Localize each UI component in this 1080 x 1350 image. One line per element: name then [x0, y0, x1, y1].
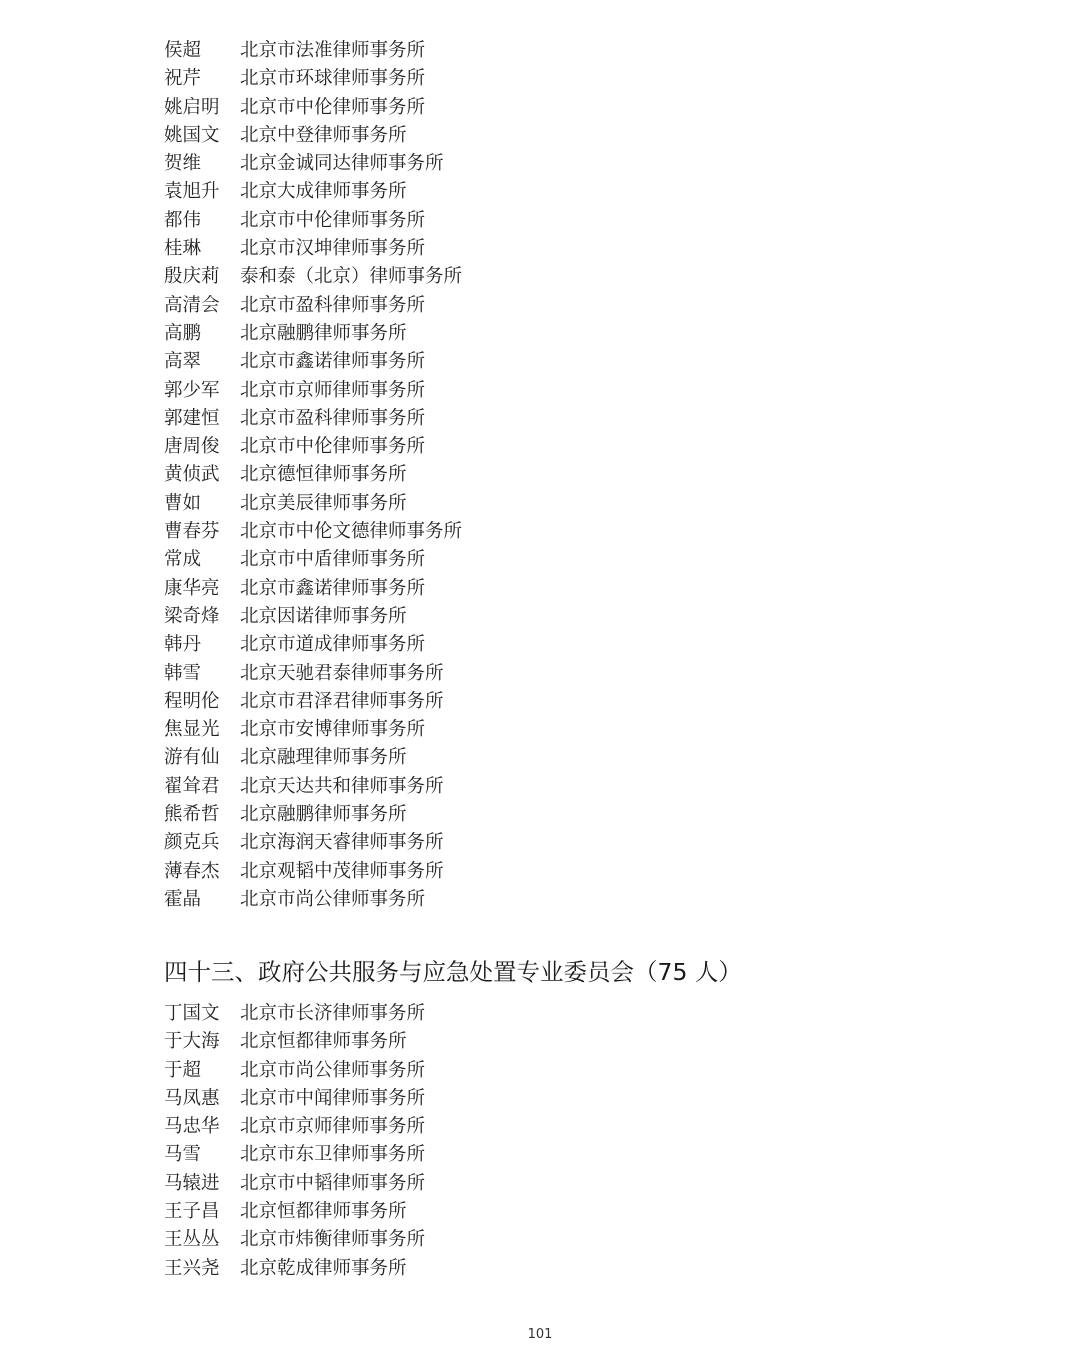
member-name: 侯超	[164, 40, 202, 61]
list-item	[164, 292, 462, 320]
member-name: 韩雪	[164, 662, 202, 684]
member-name: 薄春杰	[164, 860, 220, 882]
member-name: 焦显光	[164, 719, 220, 741]
law-firm: 北京乾成律师事务所	[240, 1257, 407, 1279]
law-firm: 北京天达共和律师事务所	[240, 775, 444, 797]
list-item	[164, 1000, 425, 1028]
list-item	[164, 829, 462, 857]
list-item	[164, 1226, 425, 1254]
list-item	[164, 461, 462, 489]
law-firm: 北京融鹏律师事务所	[240, 322, 407, 344]
member-name: 霍晶	[164, 888, 202, 910]
law-firm: 北京市道成律师事务所	[240, 634, 426, 656]
law-firm: 北京德恒律师事务所	[240, 464, 407, 486]
list-item	[164, 1057, 425, 1085]
member-name: 黄侦武	[164, 464, 220, 486]
law-firm: 北京市法准律师事务所	[240, 40, 426, 61]
member-name: 常成	[164, 549, 202, 571]
list-item	[164, 178, 462, 206]
list-item	[164, 1028, 425, 1056]
law-firm: 北京市炜衡律师事务所	[240, 1229, 426, 1251]
section-heading: 四十三、政府公共服务与应急处置专业委员会（75 人）	[164, 958, 742, 986]
list-item	[164, 235, 462, 263]
member-name: 翟耸君	[164, 775, 220, 797]
member-name: 丁国文	[164, 1003, 220, 1024]
member-list-previous-section	[164, 37, 462, 914]
law-firm: 北京市尚公律师事务所	[240, 888, 426, 910]
law-firm: 北京因诺律师事务所	[240, 605, 407, 627]
member-name: 都伟	[164, 209, 202, 231]
list-item	[164, 320, 462, 348]
law-firm: 北京市长济律师事务所	[240, 1003, 426, 1024]
list-item	[164, 150, 462, 178]
law-firm: 北京恒都律师事务所	[240, 1201, 407, 1223]
member-name: 马辕进	[164, 1172, 220, 1194]
law-firm: 北京大成律师事务所	[240, 181, 407, 203]
law-firm: 北京市中伦文德律师事务所	[240, 521, 463, 543]
list-item	[164, 575, 462, 603]
law-firm: 北京天驰君泰律师事务所	[240, 662, 444, 684]
law-firm: 北京中登律师事务所	[240, 124, 407, 146]
member-name: 唐周俊	[164, 436, 220, 458]
law-firm: 北京市中伦律师事务所	[240, 436, 426, 458]
law-firm: 北京恒都律师事务所	[240, 1031, 407, 1053]
member-name: 程明伦	[164, 690, 220, 712]
member-name: 马忠华	[164, 1116, 220, 1138]
list-item	[164, 688, 462, 716]
law-firm: 北京市中盾律师事务所	[240, 549, 426, 571]
list-item	[164, 716, 462, 744]
member-name: 贺维	[164, 153, 202, 175]
member-name: 马凤惠	[164, 1087, 220, 1109]
law-firm: 北京市鑫诺律师事务所	[240, 351, 426, 373]
member-name: 袁旭升	[164, 181, 220, 203]
member-name: 韩丹	[164, 634, 202, 656]
member-name: 于大海	[164, 1031, 220, 1053]
member-name: 颜克兵	[164, 832, 220, 854]
law-firm: 北京融理律师事务所	[240, 747, 407, 769]
list-item	[164, 660, 462, 688]
member-name: 曹春芬	[164, 521, 220, 543]
member-name: 王子昌	[164, 1201, 220, 1223]
list-item	[164, 744, 462, 772]
law-firm: 北京市汉坤律师事务所	[240, 238, 426, 260]
law-firm: 北京市环球律师事务所	[240, 68, 426, 90]
list-item	[164, 603, 462, 631]
list-item	[164, 207, 462, 235]
list-item	[164, 377, 462, 405]
list-item	[164, 433, 462, 461]
member-name: 祝芹	[164, 68, 202, 90]
law-firm: 北京市京师律师事务所	[240, 1116, 426, 1138]
member-name: 王丛丛	[164, 1229, 220, 1251]
member-name: 高清会	[164, 294, 220, 316]
law-firm: 北京观韬中茂律师事务所	[240, 860, 444, 882]
list-item	[164, 773, 462, 801]
list-item	[164, 405, 462, 433]
member-list-section-43	[164, 1000, 425, 1283]
member-name: 桂琳	[164, 238, 202, 260]
list-item	[164, 65, 462, 93]
list-item	[164, 37, 462, 65]
member-name: 游有仙	[164, 747, 220, 769]
member-name: 于超	[164, 1059, 202, 1081]
law-firm: 北京市鑫诺律师事务所	[240, 577, 426, 599]
list-item	[164, 263, 462, 291]
member-name: 王兴尧	[164, 1257, 220, 1279]
page-number: 101	[527, 1327, 553, 1342]
law-firm: 北京市中韬律师事务所	[240, 1172, 426, 1194]
member-name: 郭少军	[164, 379, 220, 401]
law-firm: 北京市京师律师事务所	[240, 379, 426, 401]
list-item	[164, 886, 462, 914]
law-firm: 北京市东卫律师事务所	[240, 1144, 426, 1166]
list-item	[164, 546, 462, 574]
law-firm: 北京市君泽君律师事务所	[240, 690, 444, 712]
law-firm: 北京市中伦律师事务所	[240, 209, 426, 231]
law-firm: 北京美辰律师事务所	[240, 492, 407, 514]
list-item	[164, 518, 462, 546]
member-name: 梁奇烽	[164, 605, 220, 627]
member-name: 马雪	[164, 1144, 202, 1166]
member-name: 姚启明	[164, 96, 220, 118]
list-item	[164, 490, 462, 518]
member-name: 姚国文	[164, 124, 220, 146]
member-name: 郭建恒	[164, 407, 220, 429]
list-item	[164, 122, 462, 150]
list-item	[164, 94, 462, 122]
law-firm: 北京市中闻律师事务所	[240, 1087, 426, 1109]
list-item	[164, 1170, 425, 1198]
list-item	[164, 631, 462, 659]
list-item	[164, 1085, 425, 1113]
member-name: 熊希哲	[164, 804, 220, 826]
list-item	[164, 1255, 425, 1283]
list-item	[164, 858, 462, 886]
member-name: 高鹏	[164, 322, 202, 344]
law-firm: 北京市安博律师事务所	[240, 719, 426, 741]
law-firm: 北京市盈科律师事务所	[240, 294, 426, 316]
member-name: 康华亮	[164, 577, 220, 599]
list-item	[164, 348, 462, 376]
member-name: 高翠	[164, 351, 202, 373]
list-item	[164, 1198, 425, 1226]
law-firm: 北京海润天睿律师事务所	[240, 832, 444, 854]
law-firm: 北京市中伦律师事务所	[240, 96, 426, 118]
law-firm: 北京金诚同达律师事务所	[240, 153, 444, 175]
list-item	[164, 1141, 425, 1169]
member-name: 曹如	[164, 492, 202, 514]
list-item	[164, 801, 462, 829]
member-name: 殷庆莉	[164, 266, 220, 288]
law-firm: 北京融鹏律师事务所	[240, 804, 407, 826]
list-item	[164, 1113, 425, 1141]
law-firm: 泰和泰（北京）律师事务所	[240, 266, 463, 288]
law-firm: 北京市尚公律师事务所	[240, 1059, 426, 1081]
law-firm: 北京市盈科律师事务所	[240, 407, 426, 429]
